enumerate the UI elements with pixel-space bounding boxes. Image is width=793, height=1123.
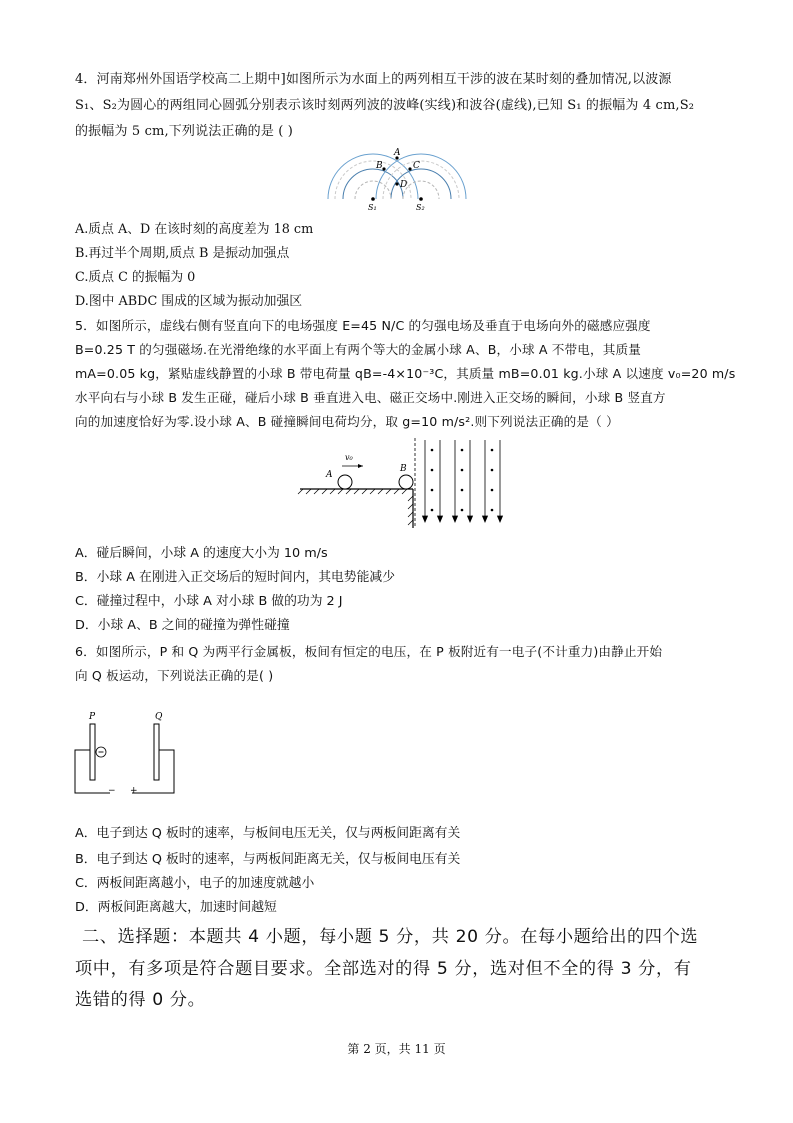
q5-stem-line-1: 5．如图所示，虚线右侧有竖直向下的电场强度 E=45 N/C 的匀强电场及垂直于电场向外的磁感应强度 xyxy=(75,318,651,333)
q6-label-minus: − xyxy=(108,786,116,796)
section-two-line-3: 选错的得 0 分。 xyxy=(75,990,206,1010)
q4-label-c: C xyxy=(413,161,420,171)
q5-stem-line-4: 水平向右与小球 B 发生正碰，碰后小球 B 垂直进入电、磁正交场中.刚进入正交场的瞬间，小球 B 竖直方 xyxy=(75,390,666,405)
q5-label-a: A xyxy=(326,470,333,480)
q5-label-v0: v₀ xyxy=(345,453,353,462)
q6-option-d: D．两板间距离越大，加速时间越短 xyxy=(75,900,277,915)
q4-interference-figure xyxy=(318,144,478,214)
q5-label-b: B xyxy=(400,464,407,474)
q4-label-d: D xyxy=(400,180,408,190)
q4-stem-line-2: S₁、S₂为圆心的两组同心圆弧分别表示该时刻两列波的波峰(实线)和波谷(虚线),已知 S₁ 的振幅为 4 cm,S₂ xyxy=(75,98,695,113)
q5-stem-line-5: 向的加速度恰好为零.设小球 A、B 碰撞瞬间电荷均分，取 g=10 m/s².则下列说法正确的是（ ） xyxy=(75,414,619,429)
q4-option-c: C.质点 C 的振幅为 0 xyxy=(75,270,196,285)
section-two-line-2: 项中，有多项是符合题目要求。全部选对的得 5 分，选对但不全的得 3 分，有 xyxy=(75,959,692,979)
q4-stem-line-1: 4．河南郑州外国语学校高二上期中]如图所示为水面上的两列相互干涉的波在某时刻的叠加情况,以波源 xyxy=(75,72,672,87)
q6-option-a: A．电子到达 Q 板时的速率，与板间电压无关，仅与两板间距离有关 xyxy=(75,826,461,841)
q4-label-s1: S₁ xyxy=(368,203,377,212)
q6-plates-figure xyxy=(72,706,182,802)
q5-option-c: C．碰撞过程中，小球 A 对小球 B 做的功为 2 J xyxy=(75,594,343,609)
q6-label-plus: + xyxy=(130,786,138,796)
q6-label-q: Q xyxy=(155,712,163,722)
q6-option-c: C．两板间距离越小，电子的加速度就越小 xyxy=(75,876,315,891)
q5-option-b: B．小球 A 在刚进入正交场后的短时间内，其电势能减少 xyxy=(75,570,395,585)
q6-label-p: P xyxy=(89,712,96,722)
q5-stem-line-3: mA=0.05 kg，紧贴虚线静置的小球 B 带电荷量 qB=-4×10⁻³C，其质量 mB=0.01 kg.小球 A 以速度 v₀=20 m/s xyxy=(75,366,736,381)
q4-label-a: A xyxy=(394,148,401,158)
q5-stem-line-2: B=0.25 T 的匀强磁场.在光滑绝缘的水平面上有两个等大的金属小球 A、B，小球 A 不带电，其质量 xyxy=(75,342,641,357)
q4-stem-line-3: 的振幅为 5 cm,下列说法正确的是 ( ) xyxy=(75,124,293,139)
q6-stem-line-1: 6．如图所示，P 和 Q 为两平行金属板，板间有恒定的电压，在 P 板附近有一电子(不计重力)由静止开始 xyxy=(75,644,663,659)
q5-option-d: D．小球 A、B 之间的碰撞为弹性碰撞 xyxy=(75,618,290,633)
page-footer: 第 2 页，共 11 页 xyxy=(347,1042,446,1056)
q4-option-b: B.再过半个周期,质点 B 是振动加强点 xyxy=(75,246,290,261)
q5-field-figure xyxy=(295,436,515,528)
q6-option-b: B．电子到达 Q 板时的速率，与两板间距离无关，仅与板间电压有关 xyxy=(75,852,461,867)
q4-option-a: A.质点 A、D 在该时刻的高度差为 18 cm xyxy=(75,222,314,237)
q4-option-d: D.图中 ABDC 围成的区域为振动加强区 xyxy=(75,294,303,309)
section-two-line-1: 二、选择题：本题共 4 小题，每小题 5 分，共 20 分。在每小题给出的四个选 xyxy=(82,927,699,947)
q6-stem-line-2: 向 Q 板运动，下列说法正确的是( ) xyxy=(75,668,274,683)
q4-label-s2: S₂ xyxy=(416,203,425,212)
q5-option-a: A．碰后瞬间，小球 A 的速度大小为 10 m/s xyxy=(75,546,328,561)
q4-label-b: B xyxy=(376,161,383,171)
